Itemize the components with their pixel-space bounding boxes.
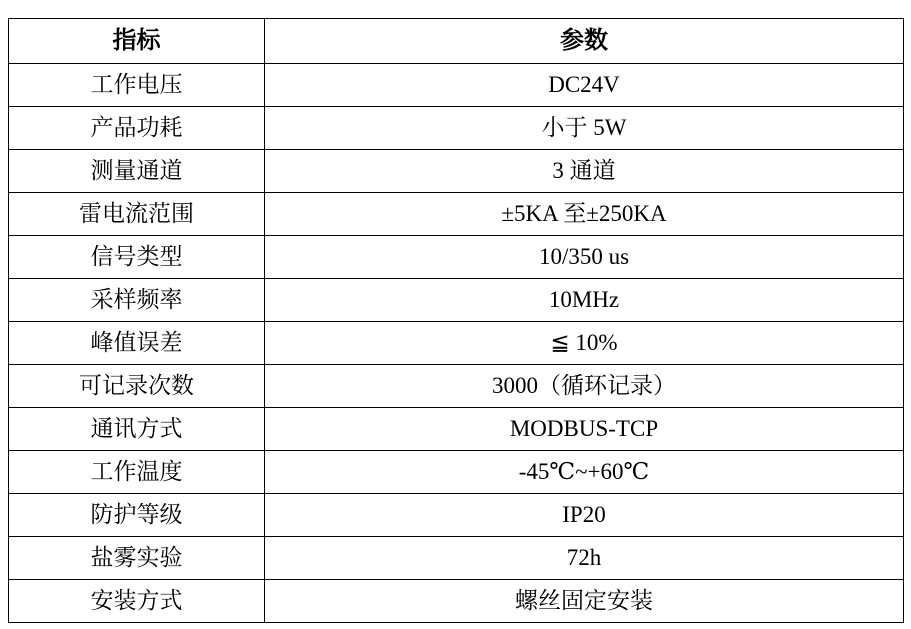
row-label [9, 322, 265, 365]
row-value-text: 10MHz [548, 287, 620, 313]
table-row [9, 451, 904, 494]
column-header-parameter [265, 19, 904, 64]
row-value-text: 72h [566, 545, 602, 571]
row-label-text: 产品功耗 [90, 115, 183, 141]
row-label [9, 408, 265, 451]
row-label-text: 安装方式 [90, 588, 183, 614]
row-label [9, 494, 265, 537]
table-row [9, 494, 904, 537]
table-row [9, 236, 904, 279]
row-label-text: 通讯方式 [90, 416, 183, 442]
row-value [265, 451, 904, 494]
row-label [9, 580, 265, 623]
row-value-text: 螺丝固定安装 [515, 588, 653, 614]
row-value-text: 3000（循环记录） [492, 373, 676, 399]
table-row [9, 365, 904, 408]
row-value-text: IP20 [562, 502, 606, 528]
row-value [265, 193, 904, 236]
table-row [9, 580, 904, 623]
column-header-metric-label: 指标 [112, 27, 161, 54]
table-row [9, 107, 904, 150]
table-row [9, 64, 904, 107]
row-label-text: 信号类型 [90, 244, 183, 270]
table-row [9, 193, 904, 236]
row-label-text: 采样频率 [90, 287, 183, 313]
row-value [265, 279, 904, 322]
column-header-metric [9, 19, 265, 64]
row-label [9, 236, 265, 279]
row-value-text: ≦ 10% [550, 330, 618, 356]
row-value [265, 150, 904, 193]
row-label-text: 工作温度 [90, 459, 183, 485]
table-header [9, 19, 904, 64]
row-label [9, 193, 265, 236]
row-value [265, 236, 904, 279]
row-label [9, 451, 265, 494]
row-value [265, 408, 904, 451]
table-row [9, 408, 904, 451]
table-body [9, 64, 904, 623]
row-label [9, 150, 265, 193]
column-header-parameter-label: 参数 [560, 27, 608, 54]
row-value [265, 64, 904, 107]
row-value [265, 580, 904, 623]
row-label-text: 雷电流范围 [79, 201, 194, 227]
row-label-text: 盐雾实验 [90, 545, 183, 571]
row-label [9, 279, 265, 322]
row-value-text: ±5KA 至±250KA [501, 201, 667, 227]
row-label [9, 64, 265, 107]
row-value [265, 322, 904, 365]
row-label-text: 峰值误差 [90, 330, 183, 356]
table-row [9, 537, 904, 580]
row-value-text: 3 通道 [552, 158, 616, 184]
row-label-text: 工作电压 [90, 72, 183, 98]
row-value-text: 小于 5W [541, 115, 627, 141]
spec-sheet [8, 18, 903, 623]
table-header-row [9, 19, 904, 64]
row-value-text: MODBUS-TCP [509, 416, 659, 442]
row-label [9, 537, 265, 580]
row-label-text: 可记录次数 [79, 373, 194, 399]
table-row [9, 279, 904, 322]
row-label-text: 防护等级 [90, 502, 183, 528]
row-value [265, 107, 904, 150]
row-value-text: -45℃~+60℃ [518, 459, 650, 485]
row-value-text: 10/350 us [538, 244, 630, 270]
row-value-text: DC24V [548, 72, 620, 98]
row-value [265, 537, 904, 580]
row-label [9, 107, 265, 150]
table-row [9, 150, 904, 193]
row-value [265, 365, 904, 408]
row-value [265, 494, 904, 537]
row-label-text: 测量通道 [90, 158, 183, 184]
row-label [9, 365, 265, 408]
specifications-table [8, 18, 904, 623]
table-row [9, 322, 904, 365]
